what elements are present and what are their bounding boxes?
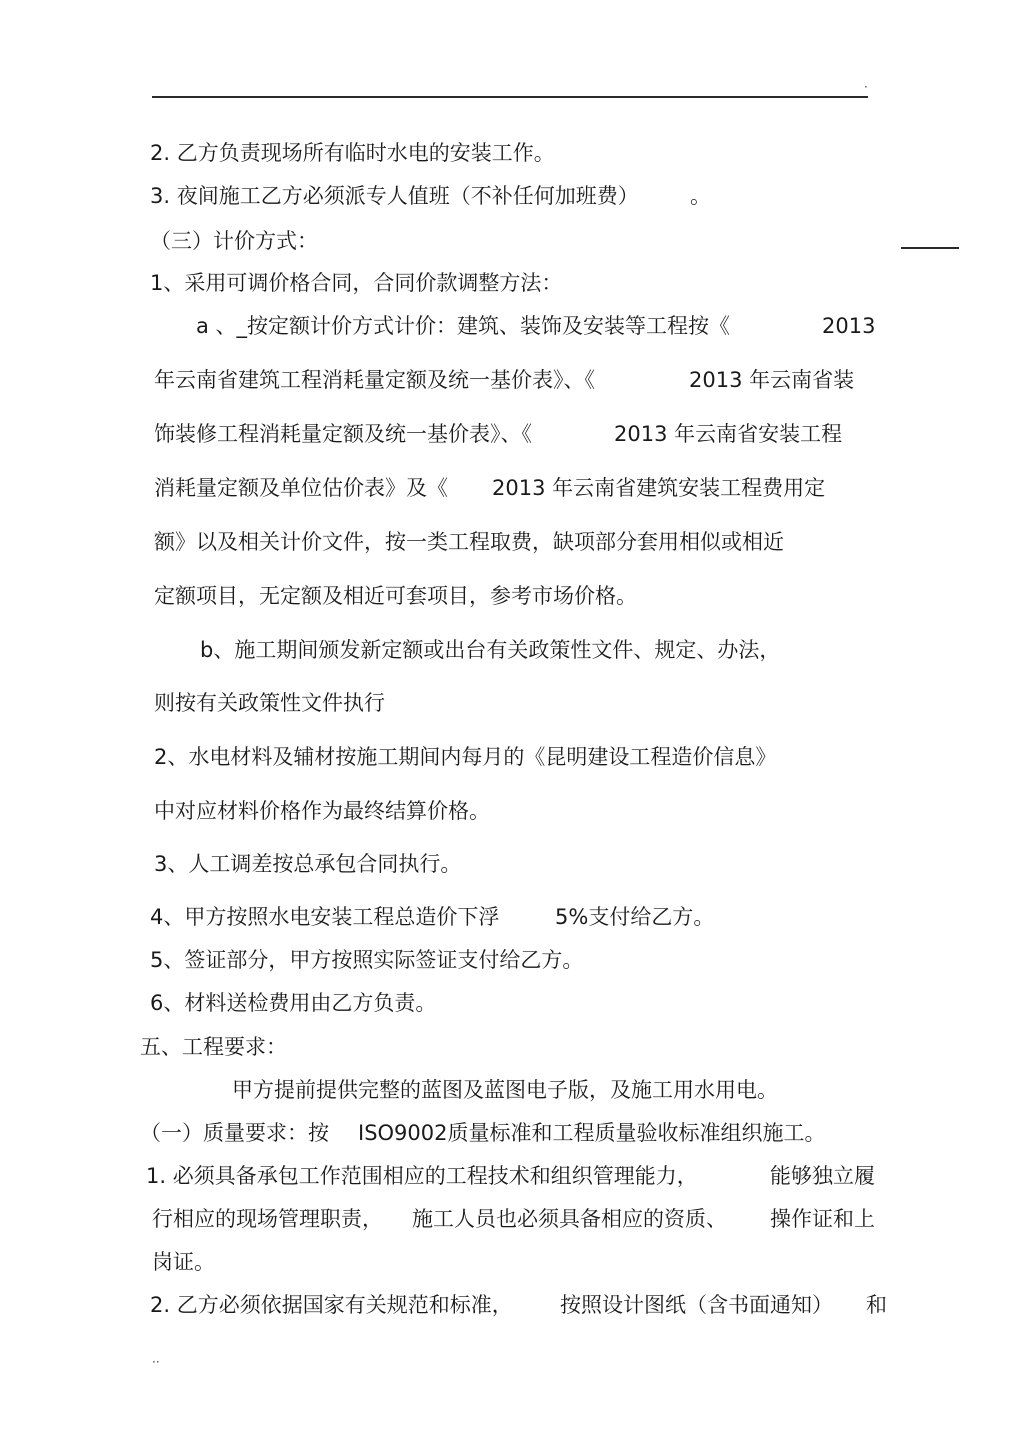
text-line: b、施工期间颁发新定额或出台有关政策性文件、规定、办法， bbox=[200, 638, 781, 662]
side-rule bbox=[901, 247, 959, 249]
text-line: 3. 夜间施工乙方必须派专人值班（不补任何加班费） bbox=[150, 184, 639, 208]
text-line: 按照设计图纸（含书面通知） bbox=[560, 1293, 833, 1317]
text-line: 2013 bbox=[822, 314, 876, 338]
text-line: 5、签证部分，甲方按照实际签证支付给乙方。 bbox=[150, 948, 584, 972]
text-line: （一）质量要求：按 bbox=[140, 1121, 329, 1145]
text-line: 能够独立履 bbox=[770, 1164, 875, 1188]
text-line: 1、采用可调价格合同，合同价款调整方法： bbox=[150, 271, 563, 295]
text-line: a 、_按定额计价方式计价：建筑、装饰及安装等工程按《 bbox=[196, 314, 731, 338]
text-line: 2、水电材料及辅材按施工期间内每月的《昆明建设工程造价信息》 bbox=[154, 745, 777, 769]
text-line: 3、人工调差按总承包合同执行。 bbox=[154, 852, 462, 876]
section-heading: 五、工程要求： bbox=[140, 1035, 287, 1059]
text-line: 6、材料送检费用由乙方负责。 bbox=[150, 991, 437, 1015]
text-line: 5%支付给乙方。 bbox=[555, 905, 715, 929]
text-line: ISO9002质量标准和工程质量验收标准组织施工。 bbox=[358, 1121, 826, 1145]
text-line: 1. 必须具备承包工作范围相应的工程技术和组织管理能力， bbox=[146, 1164, 698, 1188]
text-line: 4、甲方按照水电安装工程总造价下浮 bbox=[150, 905, 500, 929]
text-line: 岗证。 bbox=[152, 1250, 215, 1274]
text-line: 。 bbox=[690, 184, 711, 208]
text-line: 甲方提前提供完整的蓝图及蓝图电子版，及施工用水用电。 bbox=[232, 1078, 778, 1102]
text-line: 2. 乙方必须依据国家有关规范和标准， bbox=[150, 1293, 513, 1317]
footer-mark: ·· bbox=[152, 1355, 160, 1369]
text-line: 额》以及相关计价文件，按一类工程取费，缺项部分套用相似或相近 bbox=[154, 530, 784, 554]
text-line: 饰装修工程消耗量定额及统一基价表》、《 bbox=[154, 422, 532, 446]
header-rule bbox=[152, 96, 868, 98]
text-line: 中对应材料价格作为最终结算价格。 bbox=[154, 799, 490, 823]
text-line: 2013 年云南省建筑安装工程费用定 bbox=[492, 476, 826, 500]
text-line: 施工人员也必须具备相应的资质、 bbox=[412, 1207, 727, 1231]
text-line: 和 bbox=[866, 1293, 887, 1317]
text-line: 定额项目，无定额及相近可套项目，参考市场价格。 bbox=[154, 584, 637, 608]
section-heading: （三）计价方式： bbox=[150, 229, 318, 253]
text-line: 2013 年云南省装 bbox=[689, 368, 855, 392]
text-line: 2013 年云南省安装工程 bbox=[614, 422, 843, 446]
text-line: 2. 乙方负责现场所有临时水电的安装工作。 bbox=[150, 141, 555, 165]
text-line: 年云南省建筑工程消耗量定额及统一基价表》、《 bbox=[154, 368, 595, 392]
text-line: 行相应的现场管理职责， bbox=[152, 1207, 383, 1231]
text-line: 操作证和上 bbox=[770, 1207, 875, 1231]
text-line: 消耗量定额及单位估价表》及《 bbox=[154, 476, 448, 500]
header-mark: · bbox=[864, 80, 868, 94]
text-line: 则按有关政策性文件执行 bbox=[154, 691, 385, 715]
